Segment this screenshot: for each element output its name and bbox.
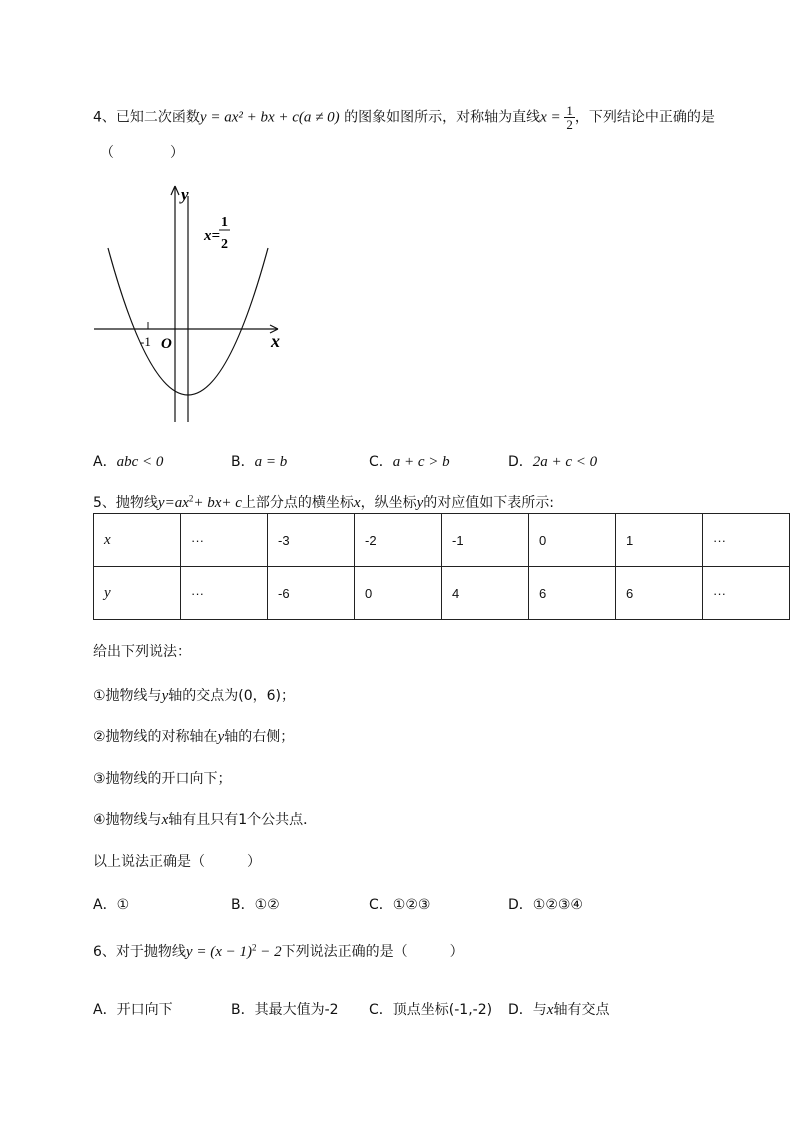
q6-option-d[interactable] bbox=[508, 999, 609, 1019]
q5-prefix: 5、抛物线 bbox=[93, 495, 158, 511]
option-letter: D． bbox=[508, 1002, 533, 1018]
symmetry-frac-num: 1 bbox=[221, 215, 228, 230]
q5-parab-sup: 2 bbox=[188, 493, 194, 504]
q4-fraction bbox=[564, 104, 575, 131]
table-cell: x bbox=[94, 514, 181, 567]
option-letter: C． bbox=[369, 1002, 393, 1018]
table-cell: 1 bbox=[616, 514, 703, 567]
q6-prefix: 6、对于抛物线 bbox=[93, 944, 186, 960]
q5-value-table bbox=[93, 513, 790, 620]
statement-var: y bbox=[217, 729, 225, 745]
option-letter: B． bbox=[231, 454, 255, 470]
q5-suffix: 的对应值如下表所示: bbox=[423, 495, 554, 511]
statement-text: 轴的交点为(0，6)； bbox=[168, 688, 295, 704]
q4-prefix: 4、已知二次函数 bbox=[93, 109, 200, 126]
option-expr: a + c > b bbox=[392, 454, 450, 470]
table-row bbox=[94, 514, 790, 567]
y-axis-label: y bbox=[181, 185, 189, 204]
q6-suffix: 下列说法正确的是（ ） bbox=[281, 944, 464, 960]
table-row bbox=[94, 567, 790, 620]
q4-frac-den: 2 bbox=[566, 117, 573, 132]
q5-option-a[interactable] bbox=[93, 894, 129, 914]
option-letter: B． bbox=[231, 1002, 255, 1018]
q5-statement-1 bbox=[93, 685, 295, 705]
option-letter: D． bbox=[508, 897, 533, 913]
option-text: ① bbox=[116, 897, 130, 913]
q6-expr-sup: 2 bbox=[252, 942, 257, 953]
table-cell: 4 bbox=[442, 567, 529, 620]
q4-suffix: ，下列结论中正确的是 bbox=[574, 109, 715, 126]
minus-one-label: -1 bbox=[140, 334, 151, 349]
option-text: 顶点坐标(-1,-2) bbox=[392, 1002, 493, 1018]
table-cell: ··· bbox=[703, 514, 790, 567]
statement-var: y bbox=[161, 688, 169, 704]
q5-statement-4 bbox=[93, 809, 317, 829]
table-cell: y bbox=[94, 567, 181, 620]
q5-parab-rest: + bx+ c bbox=[193, 495, 242, 511]
option-expr: a = b bbox=[254, 454, 288, 470]
q5-parab: y=ax bbox=[157, 495, 189, 511]
q4-mid: 的图象如图所示，对称轴为直线 bbox=[339, 109, 541, 126]
statement-text: ②抛物线的对称轴在 bbox=[93, 729, 218, 745]
table-cell: -6 bbox=[268, 567, 355, 620]
option-text: ①② bbox=[254, 897, 280, 913]
q4-answer-paren: （ ） bbox=[100, 145, 184, 161]
option-expr: abc < 0 bbox=[116, 454, 164, 470]
option-letter: C． bbox=[369, 454, 393, 470]
q5-option-b[interactable] bbox=[231, 894, 280, 914]
table-cell: 0 bbox=[529, 514, 616, 567]
option-text: 开口向下 bbox=[116, 1002, 173, 1018]
q4-axis-eq: = bbox=[546, 109, 565, 126]
option-letter: A． bbox=[93, 897, 117, 913]
table-cell: -2 bbox=[355, 514, 442, 567]
q4-option-d[interactable] bbox=[508, 451, 597, 471]
option-var: x bbox=[546, 1002, 554, 1018]
statement-var: x bbox=[161, 812, 169, 828]
x-axis-label: x bbox=[271, 331, 280, 351]
option-expr: 2a + c < 0 bbox=[532, 454, 598, 470]
option-text: 轴有交点 bbox=[553, 1002, 610, 1018]
q6-option-c[interactable] bbox=[369, 999, 492, 1019]
q5-mid2: ，纵坐标 bbox=[360, 495, 417, 511]
q4-option-a[interactable] bbox=[93, 451, 163, 471]
q4-func-y: y bbox=[199, 109, 207, 126]
q5-statement-3: ③抛物线的开口向下； bbox=[93, 771, 232, 787]
q4-stem bbox=[93, 104, 715, 131]
q4-frac-num: 1 bbox=[566, 103, 573, 118]
symmetry-label: x= bbox=[204, 228, 221, 244]
table-cell: ··· bbox=[703, 567, 790, 620]
q5-stem bbox=[93, 492, 554, 512]
q6-option-a[interactable] bbox=[93, 999, 173, 1019]
q6-expr-rest: − 2 bbox=[256, 944, 282, 960]
table-cell: ··· bbox=[181, 567, 268, 620]
q4-option-c[interactable] bbox=[369, 451, 450, 471]
table-cell: 0 bbox=[355, 567, 442, 620]
option-letter: C． bbox=[369, 897, 393, 913]
table-cell: -3 bbox=[268, 514, 355, 567]
statement-text: 轴的右侧； bbox=[224, 729, 295, 745]
table-cell: -1 bbox=[442, 514, 529, 567]
q5-var-x: x bbox=[353, 495, 361, 511]
q6-option-b[interactable] bbox=[231, 999, 339, 1019]
q5-ask: 以上说法正确是（ ） bbox=[93, 854, 261, 870]
q5-intro: 给出下列说法： bbox=[93, 644, 191, 660]
option-letter: A． bbox=[93, 454, 117, 470]
q6-stem bbox=[93, 941, 464, 961]
q4-option-b[interactable] bbox=[231, 451, 287, 471]
option-letter: D． bbox=[508, 454, 533, 470]
q4-parabola-graph bbox=[90, 180, 290, 425]
option-text: ①②③④ bbox=[532, 897, 583, 913]
q6-expr-eq: = (x − 1) bbox=[192, 944, 252, 960]
table-cell: ··· bbox=[181, 514, 268, 567]
table-cell: 6 bbox=[616, 567, 703, 620]
q5-option-d[interactable] bbox=[508, 894, 583, 914]
statement-text: ①抛物线与 bbox=[93, 688, 162, 704]
q5-statement-2 bbox=[93, 726, 294, 746]
statement-text: ④抛物线与 bbox=[93, 812, 162, 828]
option-letter: A． bbox=[93, 1002, 117, 1018]
option-text: 其最大值为-2 bbox=[254, 1002, 339, 1018]
q4-func-eq: = ax² + bx + c(a ≠ 0) bbox=[206, 109, 340, 126]
option-letter: B． bbox=[231, 897, 255, 913]
q4-axis-x: x bbox=[540, 109, 547, 126]
q5-var-y: y bbox=[416, 495, 424, 511]
option-text: ①②③ bbox=[392, 897, 431, 913]
q6-expr-y: y bbox=[185, 944, 193, 960]
q5-mid1: 上部分点的横坐标 bbox=[241, 495, 354, 511]
q5-option-c[interactable] bbox=[369, 894, 430, 914]
statement-text: 轴有且只有1个公共点． bbox=[168, 812, 318, 828]
option-text: 与 bbox=[532, 1002, 547, 1018]
table-cell: 6 bbox=[529, 567, 616, 620]
origin-label: O bbox=[161, 336, 172, 352]
symmetry-frac-den: 2 bbox=[221, 237, 228, 252]
